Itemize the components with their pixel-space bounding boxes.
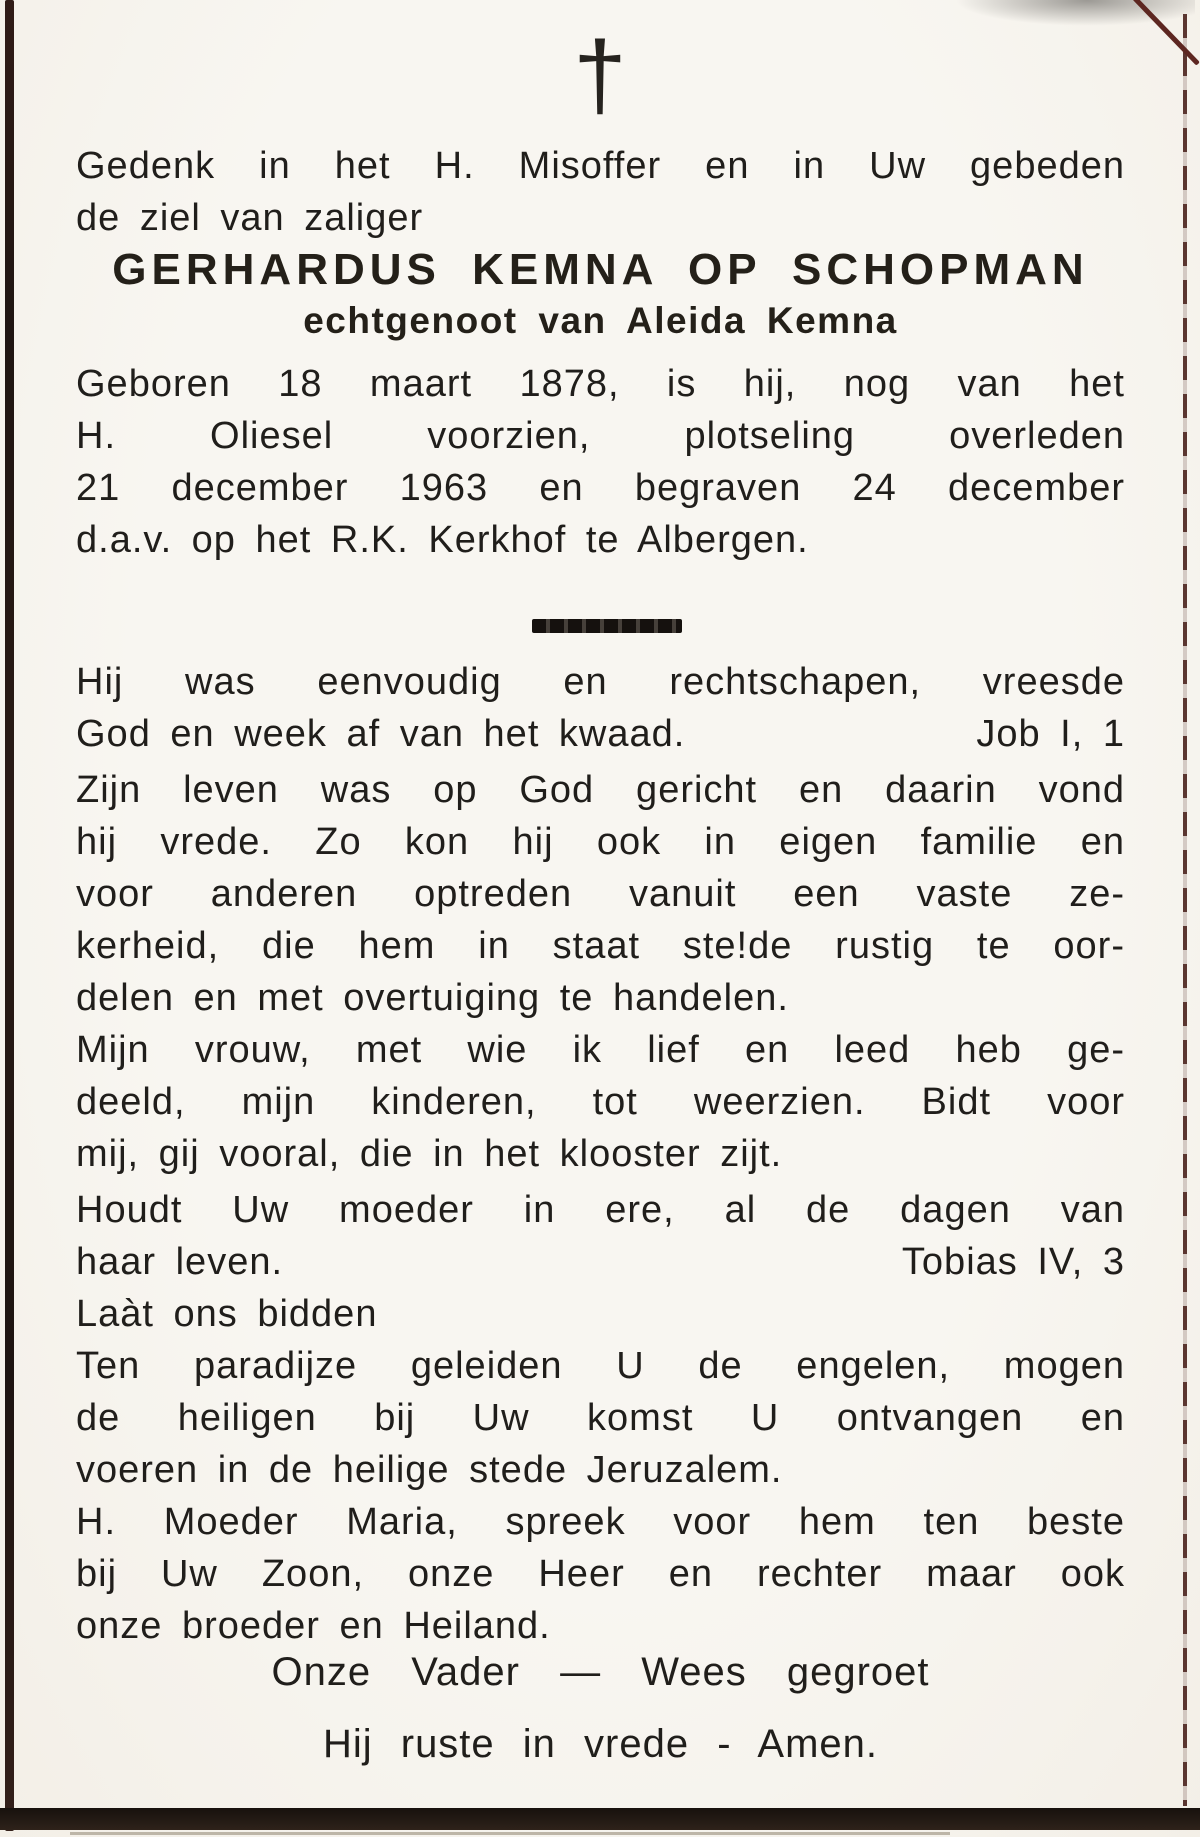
intro-line-1: Gedenk in het H. Misoffer en in Uw gebeden — [76, 145, 1125, 187]
closing-prayers-line: Onze Vader — Wees gegroet — [271, 1650, 930, 1694]
cross-icon: † — [573, 22, 627, 129]
reflection-line-1: Zijn leven was op God gericht en daarin vond — [76, 769, 1125, 811]
quote-tobias-block — [76, 1184, 1125, 1288]
scan-edge-bottom-highlight — [70, 1832, 950, 1835]
prayer-line-4: H. Moeder Maria, spreek voor hem ten beste — [76, 1501, 1125, 1543]
reflection-line-2: hij vrede. Zo kon hij ook in eigen familie en — [76, 821, 1125, 863]
vitals-line-1: Geboren 18 maart 1878, is hij, nog van het — [76, 363, 1125, 405]
reflection-line-3: voor anderen optreden vanuit een vaste ze- — [76, 873, 1125, 915]
reflection-line-4: kerheid, die hem in staat ste!de rustig te oor- — [76, 925, 1125, 967]
intro-line-2: de ziel van zaliger — [76, 197, 424, 239]
prayer-line-3: voeren in de heilige stede Jeruzalem. — [76, 1449, 783, 1491]
scan-edge-left — [5, 0, 14, 1831]
intro-block — [76, 140, 1125, 244]
farewell-line-2: deeld, mijn kinderen, tot weerzien. Bidt voor — [76, 1081, 1125, 1123]
quote-job-text: God en week af van het kwaad. — [76, 713, 686, 755]
prayer-block — [76, 1288, 1125, 1652]
scan-edge-right — [1183, 14, 1187, 1806]
prayer-line-5: bij Uw Zoon, onze Heer en rechter maar ook — [76, 1553, 1125, 1595]
prayer-line-2: de heiligen bij Uw komst U ontvangen en — [76, 1397, 1125, 1439]
quote-job-line-2 — [76, 708, 1125, 760]
prayer-line-6: onze broeder en Heiland. — [76, 1605, 551, 1647]
prayer-heading: Laàt ons bidden — [76, 1293, 378, 1335]
quote-job-line-1: Hij was eenvoudig en rechtschapen, vreesde — [76, 661, 1125, 703]
quote-job-citation: Job I, 1 — [976, 713, 1125, 755]
spouse-line: echtgenoot van Aleida Kemna — [303, 300, 898, 341]
farewell-line-3: mij, gij vooral, die in het klooster zijt. — [76, 1133, 783, 1175]
reflection-block — [76, 764, 1125, 1024]
section-divider — [532, 619, 682, 633]
vitals-line-3: 21 december 1963 en begraven 24 december — [76, 467, 1125, 509]
scan-edge-bottom — [0, 1808, 1200, 1830]
reflection-line-5: delen en met overtuiging te handelen. — [76, 977, 789, 1019]
quote-tobias-citation: Tobias IV, 3 — [901, 1241, 1125, 1283]
farewell-line-1: Mijn vrouw, met wie ik lief en leed heb ge- — [76, 1029, 1125, 1071]
quote-tobias-line-2 — [76, 1236, 1125, 1288]
farewell-block — [76, 1024, 1125, 1180]
deceased-name: GERHARDUS KEMNA OP SCHOPMAN — [112, 245, 1089, 294]
quote-tobias-text: haar leven. — [76, 1241, 284, 1283]
rest-in-peace-line: Hij ruste in vrede - Amen. — [322, 1722, 879, 1766]
vitals-line-4: d.a.v. op het R.K. Kerkhof te Albergen. — [76, 519, 809, 561]
prayer-line-1: Ten paradijze geleiden U de engelen, mogen — [76, 1345, 1125, 1387]
vitals-block — [76, 358, 1125, 566]
quote-tobias-line-1: Houdt Uw moeder in ere, al de dagen van — [76, 1189, 1125, 1231]
quote-job-block — [76, 656, 1125, 760]
vitals-line-2: H. Oliesel voorzien, plotseling overleden — [76, 415, 1125, 457]
